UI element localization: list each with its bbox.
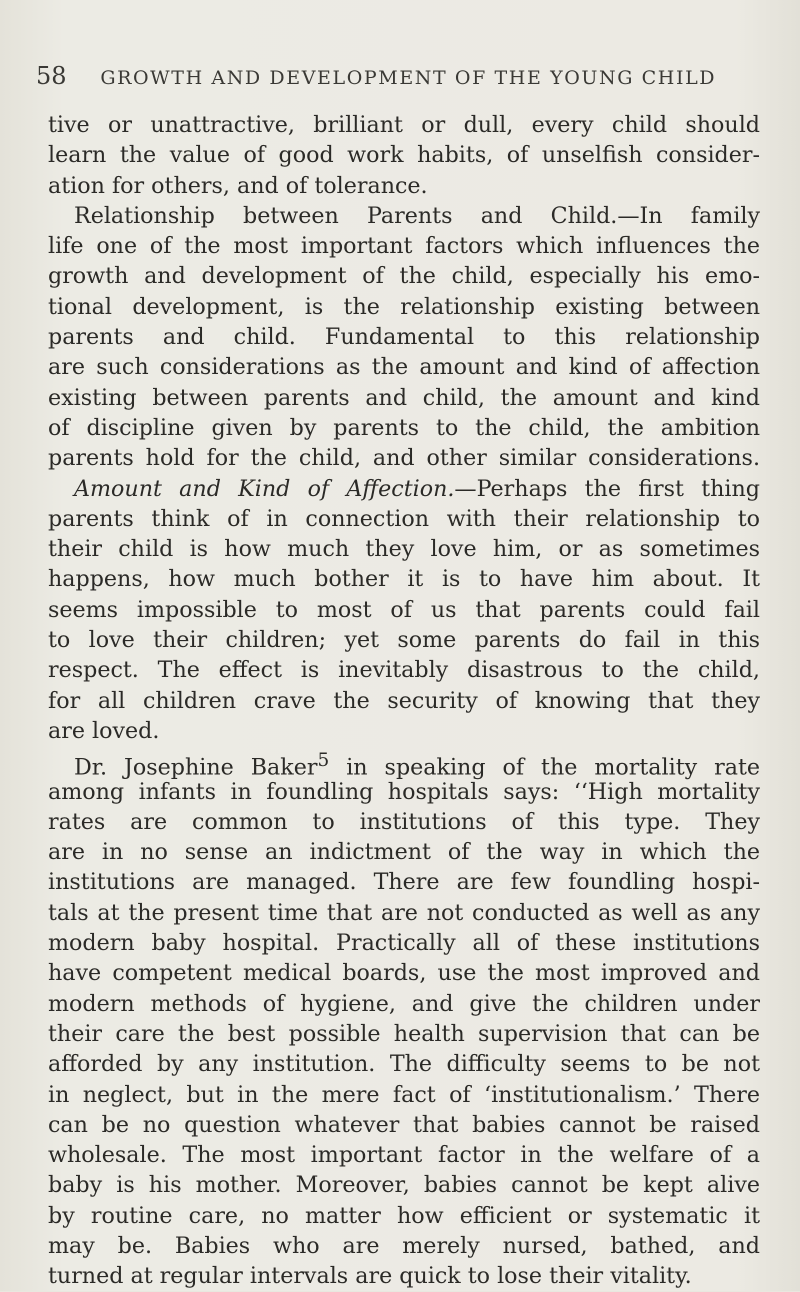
subsection-heading-line <box>48 474 760 504</box>
text-line: can be no question whatever that babies cannot be raised <box>48 1111 760 1138</box>
subsection-lead: —Perhaps the first thing <box>454 475 760 502</box>
text-line: tals at the present time that are not conducted as well as any <box>48 899 760 926</box>
text-line: among infants in foundling hospitals says: ‘‘High mortality <box>48 778 760 805</box>
running-head-title: GROWTH AND DEVELOPMENT OF THE YOUNG CHILD <box>100 67 717 89</box>
text-line: are in no sense an indictment of the way in which the <box>48 839 760 866</box>
footnote-marker: 5 <box>317 750 330 772</box>
text-line: their child is how much they love him, or as sometimes <box>48 536 760 563</box>
section-heading-line: Relationship between Parents and Child.—In family <box>74 202 760 229</box>
text-line: turned at regular intervals are quick to lose their vitality. <box>48 1263 692 1290</box>
text-line: growth and development of the child, especially his emo- <box>48 263 760 290</box>
text-line: are loved. <box>48 717 160 744</box>
text-line: life one of the most important factors which influences the <box>48 233 760 260</box>
text-line: modern baby hospital. Practically all of these institutions <box>48 930 760 957</box>
text-line: seems impossible to most of us that parents could fail <box>48 596 760 623</box>
paragraph-start-line <box>48 746 761 781</box>
text-line: for all children crave the security of knowing that they <box>48 687 760 714</box>
text-line: respect. The effect is inevitably disastrous to the child, <box>48 657 760 684</box>
text-line: afforded by any institution. The difficulty seems to be not <box>48 1051 760 1078</box>
text-line: rates are common to institutions of this type. They <box>48 808 760 835</box>
text-line: wholesale. The most important factor in the welfare of a <box>48 1142 760 1169</box>
paragraph-lead: in speaking of the mortality rate <box>329 754 761 781</box>
text-line: in neglect, but in the mere fact of ‘institutionalism.’ There <box>48 1081 760 1108</box>
text-line: of discipline given by parents to the child, the ambition <box>48 414 760 441</box>
text-line: are such considerations as the amount and kind of affection <box>48 354 760 381</box>
text-line: baby is his mother. Moreover, babies cannot be kept alive <box>48 1172 760 1199</box>
page-number: 58 <box>36 62 67 90</box>
text-line: tional development, is the relationship existing between <box>48 293 760 320</box>
running-head <box>36 62 776 92</box>
text-line: have competent medical boards, use the most improved and <box>48 960 760 987</box>
text-line: by routine care, no matter how efficient or systematic it <box>48 1202 760 1229</box>
text-line: parents hold for the child, and other similar considerations. <box>48 445 760 472</box>
text-line: ation for others, and of tolerance. <box>48 172 428 199</box>
text-line: learn the value of good work habits, of unselfish consider- <box>48 142 760 169</box>
text-line: to love their children; yet some parents do fail in this <box>48 627 760 654</box>
text-line: modern methods of hygiene, and give the children under <box>48 990 760 1017</box>
text-line: parents and child. Fundamental to this relationship <box>48 324 760 351</box>
text-line: may be. Babies who are merely nursed, bathed, and <box>48 1232 760 1259</box>
text-line: happens, how much bother it is to have him about. It <box>48 566 760 593</box>
text-line: their care the best possible health supervision that can be <box>48 1020 760 1047</box>
text-line: institutions are managed. There are few foundling hospi- <box>48 869 760 896</box>
text-line: parents think of in connection with their relationship to <box>48 505 760 532</box>
text-line: existing between parents and child, the amount and kind <box>48 384 760 411</box>
author-reference: Dr. Josephine Baker <box>74 754 318 781</box>
body-text <box>48 110 760 1292</box>
text-line: tive or unattractive, brilliant or dull, every child should <box>48 112 760 138</box>
subsection-heading: Amount and Kind of Affection. <box>74 475 455 502</box>
